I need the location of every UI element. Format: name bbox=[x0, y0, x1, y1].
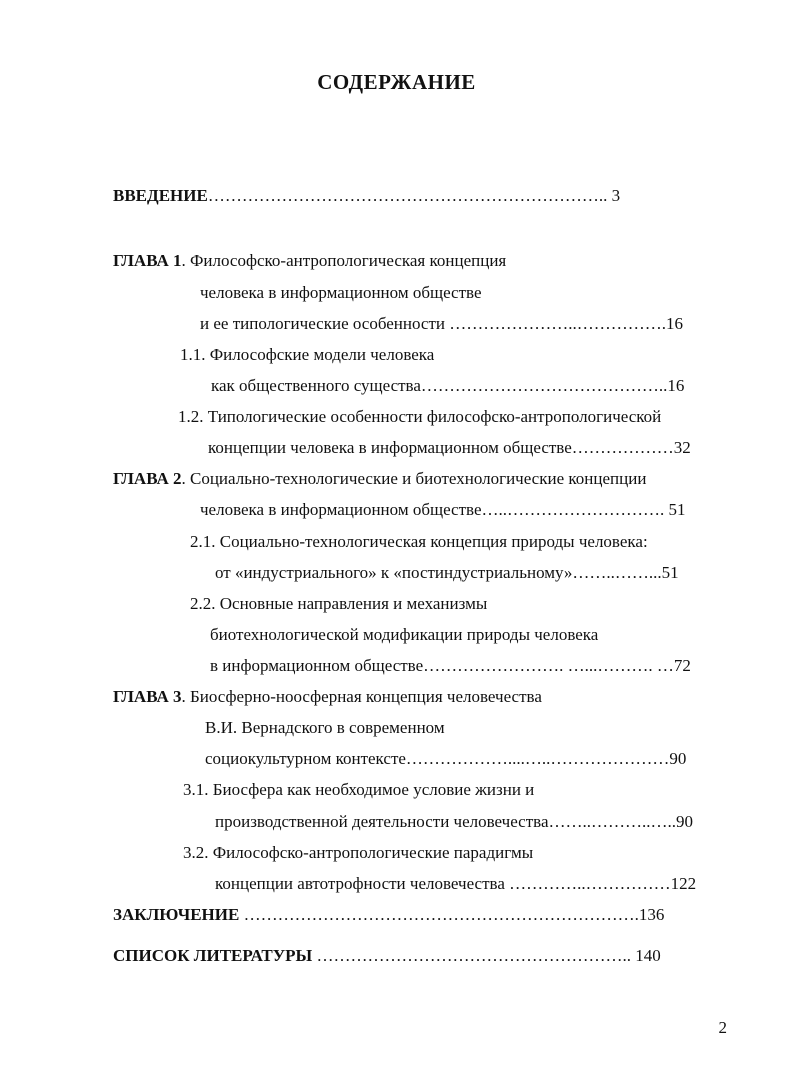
toc-ch3-label: ГЛАВА 3 bbox=[113, 687, 182, 706]
page-title: СОДЕРЖАНИЕ bbox=[317, 70, 476, 94]
toc-s32-line1: 3.2. Философско-антропологические парадигмы bbox=[183, 843, 534, 862]
toc-references-label: СПИСОК ЛИТЕРАТУРЫ bbox=[113, 946, 313, 965]
toc-entry-intro bbox=[113, 185, 620, 207]
toc-references-rest: ……………………………………………….. 140 bbox=[312, 946, 661, 965]
toc-s21-line1: 2.1. Социально-технологическая концепция природы человека: bbox=[190, 532, 648, 551]
toc-s31-line2: производственной деятельности человечества……..………..…..90 bbox=[215, 812, 694, 831]
toc-intro-label: ВВЕДЕНИЕ bbox=[113, 186, 208, 205]
toc-s21-line2: от «индустриального» к «постиндустриальному»……..……...51 bbox=[215, 563, 679, 582]
toc-ch1-line1: . Философско-антропологическая концепция bbox=[181, 251, 507, 270]
toc-s31-line1: 3.1. Биосфера как необходимое условие жизни и bbox=[183, 780, 535, 799]
toc-conclusion-rest: …………………………………………………………….136 bbox=[239, 905, 665, 924]
toc-intro-dots: …………………………………………………………….. bbox=[207, 186, 608, 205]
toc-s12-line2: концепции человека в информационном обществе………………32 bbox=[208, 438, 691, 457]
toc-intro-page: 3 bbox=[607, 186, 621, 205]
toc-ch1-label: ГЛАВА 1 bbox=[113, 251, 182, 270]
toc-s22-line3: в информационном обществе……………………. …...………. …72 bbox=[210, 656, 691, 675]
toc-s22-line1: 2.2. Основные направления и механизмы bbox=[190, 594, 488, 613]
toc-ch1-line3: и ее типологические особенности …………………..…………….16 bbox=[200, 314, 683, 333]
toc-entry-chapter-2 bbox=[113, 468, 646, 490]
toc-entry-chapter-3 bbox=[113, 686, 542, 708]
toc-ch2-line1: . Социально-технологические и биотехнологические концепции bbox=[181, 469, 647, 488]
toc-s12-line1: 1.2. Типологические особенности философско-антропологической bbox=[178, 407, 662, 426]
toc-ch3-line1: . Биосферно-ноосферная концепция человечества bbox=[181, 687, 542, 706]
toc-ch3-line2: В.И. Вернадского в современном bbox=[205, 718, 445, 737]
toc-conclusion-label: ЗАКЛЮЧЕНИЕ bbox=[113, 905, 240, 924]
toc-ch1-line2: человека в информационном обществе bbox=[200, 283, 482, 302]
toc-entry-conclusion bbox=[113, 904, 664, 926]
toc-s11-line2: как общественного существа……………………………………..16 bbox=[211, 376, 685, 395]
toc-entry-chapter-1 bbox=[113, 250, 506, 272]
toc-ch2-label: ГЛАВА 2 bbox=[113, 469, 182, 488]
toc-ch2-line2: человека в информационном обществе…..………………………. 51 bbox=[200, 500, 686, 519]
page-number: 2 bbox=[718, 1018, 727, 1037]
toc-ch3-line3: социокультурном контексте………………....…..…………………90 bbox=[205, 749, 687, 768]
toc-entry-references bbox=[113, 945, 661, 967]
toc-s32-line2: концепции автотрофности человечества …………..……………122 bbox=[215, 874, 697, 893]
toc-s11-line1: 1.1. Философские модели человека bbox=[180, 345, 435, 364]
toc-s22-line2: биотехнологической модификации природы человека bbox=[210, 625, 599, 644]
